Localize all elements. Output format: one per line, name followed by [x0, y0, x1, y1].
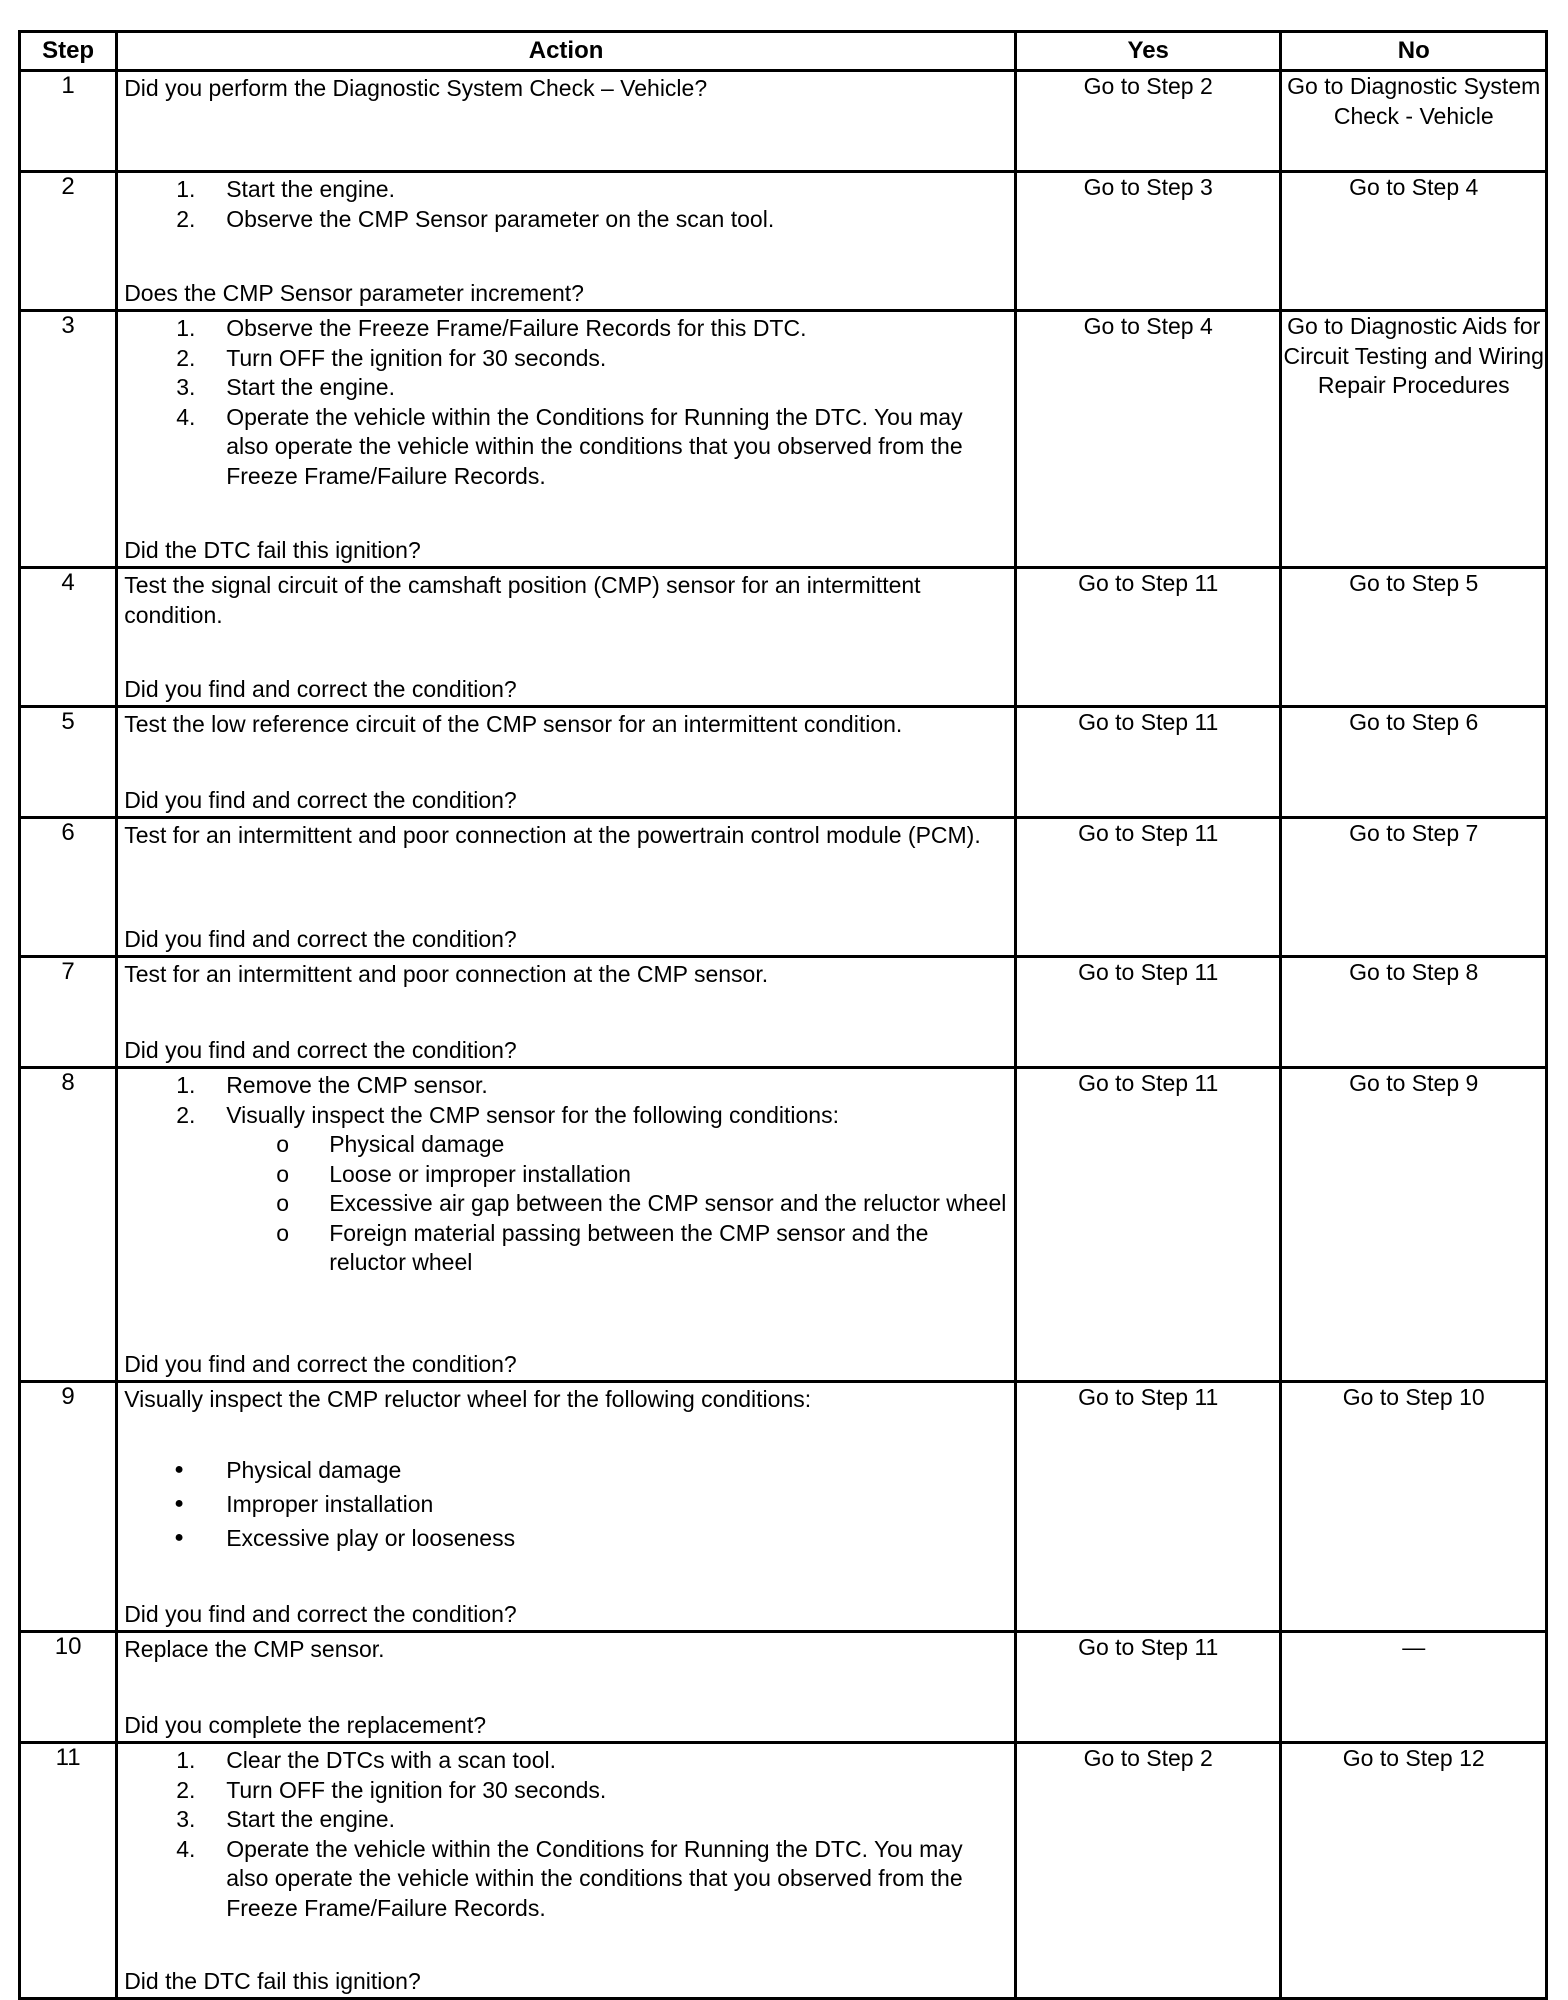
header-yes: Yes	[1015, 32, 1281, 71]
yes-result: Go to Step 11	[1015, 818, 1281, 957]
step-number: 4	[20, 568, 117, 707]
numbered-step: 1. Start the engine.	[176, 176, 395, 202]
no-result: Go to Step 10	[1281, 1382, 1547, 1632]
question-text: Did you find and correct the condition?	[124, 1350, 517, 1377]
table-row	[20, 1743, 1547, 1999]
diagnostic-table	[18, 30, 1548, 2000]
table-row	[20, 957, 1547, 1068]
no-result: —	[1281, 1632, 1547, 1743]
sub-condition: o Foreign material passing between the CMP sensor and the reluctor wheel	[124, 1219, 1008, 1278]
action-cell	[117, 818, 1016, 957]
no-result: Go to Step 5	[1281, 568, 1547, 707]
yes-result: Go to Step 2	[1015, 1743, 1281, 1999]
sub-condition: o Loose or improper installation	[124, 1160, 1008, 1190]
yes-result: Go to Step 11	[1015, 957, 1281, 1068]
action-cell	[117, 568, 1016, 707]
yes-result: Go to Step 4	[1015, 311, 1281, 568]
step-number: 5	[20, 707, 117, 818]
sub-condition-list	[226, 1130, 1008, 1278]
question-text: Did you find and correct the condition?	[124, 1600, 517, 1627]
numbered-step: 2. Turn OFF the ignition for 30 seconds.	[176, 1776, 607, 1803]
yes-result: Go to Step 2	[1015, 71, 1281, 172]
step-number: 7	[20, 957, 117, 1068]
no-result: Go to Step 7	[1281, 818, 1547, 957]
numbered-step: 1. Remove the CMP sensor.	[176, 1072, 488, 1098]
numbered-step: 2. Visually inspect the CMP sensor for the following conditions: o Physical damage o Loose or improper installation o Excessive air gap between the CMP sensor and the reluctor wheel o Foreign material passing between the CMP sensor and the reluctor wheel	[124, 1101, 1008, 1278]
action-text: Test the signal circuit of the camshaft position (CMP) sensor for an intermittent condition.	[124, 572, 921, 628]
yes-result: Go to Step 11	[1015, 1068, 1281, 1382]
question-text: Did you find and correct the condition?	[124, 675, 517, 702]
table-row	[20, 707, 1547, 818]
step-number: 11	[20, 1743, 117, 1999]
bullet-item: ● Physical damage	[124, 1453, 1008, 1487]
numbered-steps	[124, 1071, 1008, 1278]
header-action: Action	[117, 32, 1016, 71]
question-text: Did you find and correct the condition?	[124, 786, 517, 813]
table-row	[20, 172, 1547, 311]
question-text: Did you complete the replacement?	[124, 1711, 486, 1738]
question-text: Did you find and correct the condition?	[124, 1036, 517, 1063]
action-cell	[117, 172, 1016, 311]
yes-result: Go to Step 11	[1015, 568, 1281, 707]
step-number: 6	[20, 818, 117, 957]
no-result: Go to Diagnostic Aids for Circuit Testing and Wiring Repair Procedures	[1281, 311, 1547, 568]
bullet-list	[124, 1453, 1008, 1555]
no-result: Go to Step 9	[1281, 1068, 1547, 1382]
action-text: Test for an intermittent and poor connection at the CMP sensor.	[124, 961, 769, 987]
numbered-steps	[124, 314, 1008, 491]
numbered-step: 1. Observe the Freeze Frame/Failure Records for this DTC.	[176, 315, 807, 341]
action-cell	[117, 1382, 1016, 1632]
question-text: Did you find and correct the condition?	[124, 925, 517, 952]
numbered-steps	[124, 1746, 1008, 1923]
yes-result: Go to Step 11	[1015, 707, 1281, 818]
table-row	[20, 311, 1547, 568]
action-text: Visually inspect the CMP reluctor wheel for the following conditions:	[124, 1386, 812, 1412]
header-no: No	[1281, 32, 1547, 71]
action-cell	[117, 71, 1016, 172]
table-row	[20, 568, 1547, 707]
no-result: Go to Diagnostic System Check - Vehicle	[1281, 71, 1547, 172]
yes-result: Go to Step 11	[1015, 1632, 1281, 1743]
action-cell	[117, 1632, 1016, 1743]
action-text: Did you perform the Diagnostic System Check – Vehicle?	[124, 75, 708, 101]
table-row	[20, 818, 1547, 957]
sub-condition: o Physical damage	[124, 1130, 1008, 1160]
step-number: 3	[20, 311, 117, 568]
no-result: Go to Step 4	[1281, 172, 1547, 311]
step-number: 8	[20, 1068, 117, 1382]
table-row	[20, 1068, 1547, 1382]
no-result: Go to Step 8	[1281, 957, 1547, 1068]
table-row	[20, 1632, 1547, 1743]
action-cell	[117, 957, 1016, 1068]
action-cell	[117, 311, 1016, 568]
yes-result: Go to Step 11	[1015, 1382, 1281, 1632]
question-text: Does the CMP Sensor parameter increment?	[124, 279, 584, 306]
numbered-step: 4. Operate the vehicle within the Conditions for Running the DTC. You may also operate the vehicle within the conditions that you observed from the Freeze Frame/Failure Records.	[176, 403, 963, 489]
table-row	[20, 71, 1547, 172]
numbered-step: 2. Observe the CMP Sensor parameter on the scan tool.	[176, 205, 775, 232]
numbered-step: 2. Turn OFF the ignition for 30 seconds.	[176, 344, 607, 371]
diagnostic-sheet	[18, 30, 1548, 2000]
action-cell	[117, 707, 1016, 818]
action-text: Test the low reference circuit of the CMP sensor for an intermittent condition.	[124, 711, 903, 737]
bullet-item: ● Improper installation	[124, 1487, 1008, 1521]
header-step: Step	[20, 32, 117, 71]
yes-result: Go to Step 3	[1015, 172, 1281, 311]
numbered-steps	[124, 175, 1008, 234]
header-row	[20, 32, 1547, 71]
sub-condition: o Excessive air gap between the CMP sensor and the reluctor wheel	[124, 1189, 1008, 1219]
action-text: Test for an intermittent and poor connection at the powertrain control module (PCM).	[124, 822, 981, 848]
action-cell	[117, 1068, 1016, 1382]
step-number: 9	[20, 1382, 117, 1632]
step-number: 1	[20, 71, 117, 172]
no-result: Go to Step 12	[1281, 1743, 1547, 1999]
question-text: Did the DTC fail this ignition?	[124, 1967, 421, 1994]
step-number: 10	[20, 1632, 117, 1743]
table-row	[20, 1382, 1547, 1632]
question-text: Did the DTC fail this ignition?	[124, 536, 421, 563]
numbered-step: 1. Clear the DTCs with a scan tool.	[176, 1747, 556, 1773]
numbered-step: 3. Start the engine.	[176, 1806, 395, 1832]
action-cell	[117, 1743, 1016, 1999]
numbered-step: 4. Operate the vehicle within the Conditions for Running the DTC. You may also operate the vehicle within the conditions that you observed from the Freeze Frame/Failure Records.	[176, 1835, 963, 1921]
bullet-item: ● Excessive play or looseness	[124, 1521, 1008, 1555]
numbered-step: 3. Start the engine.	[176, 374, 395, 400]
action-text: Replace the CMP sensor.	[124, 1636, 385, 1662]
step-number: 2	[20, 172, 117, 311]
table-body	[20, 71, 1547, 1999]
no-result: Go to Step 6	[1281, 707, 1547, 818]
